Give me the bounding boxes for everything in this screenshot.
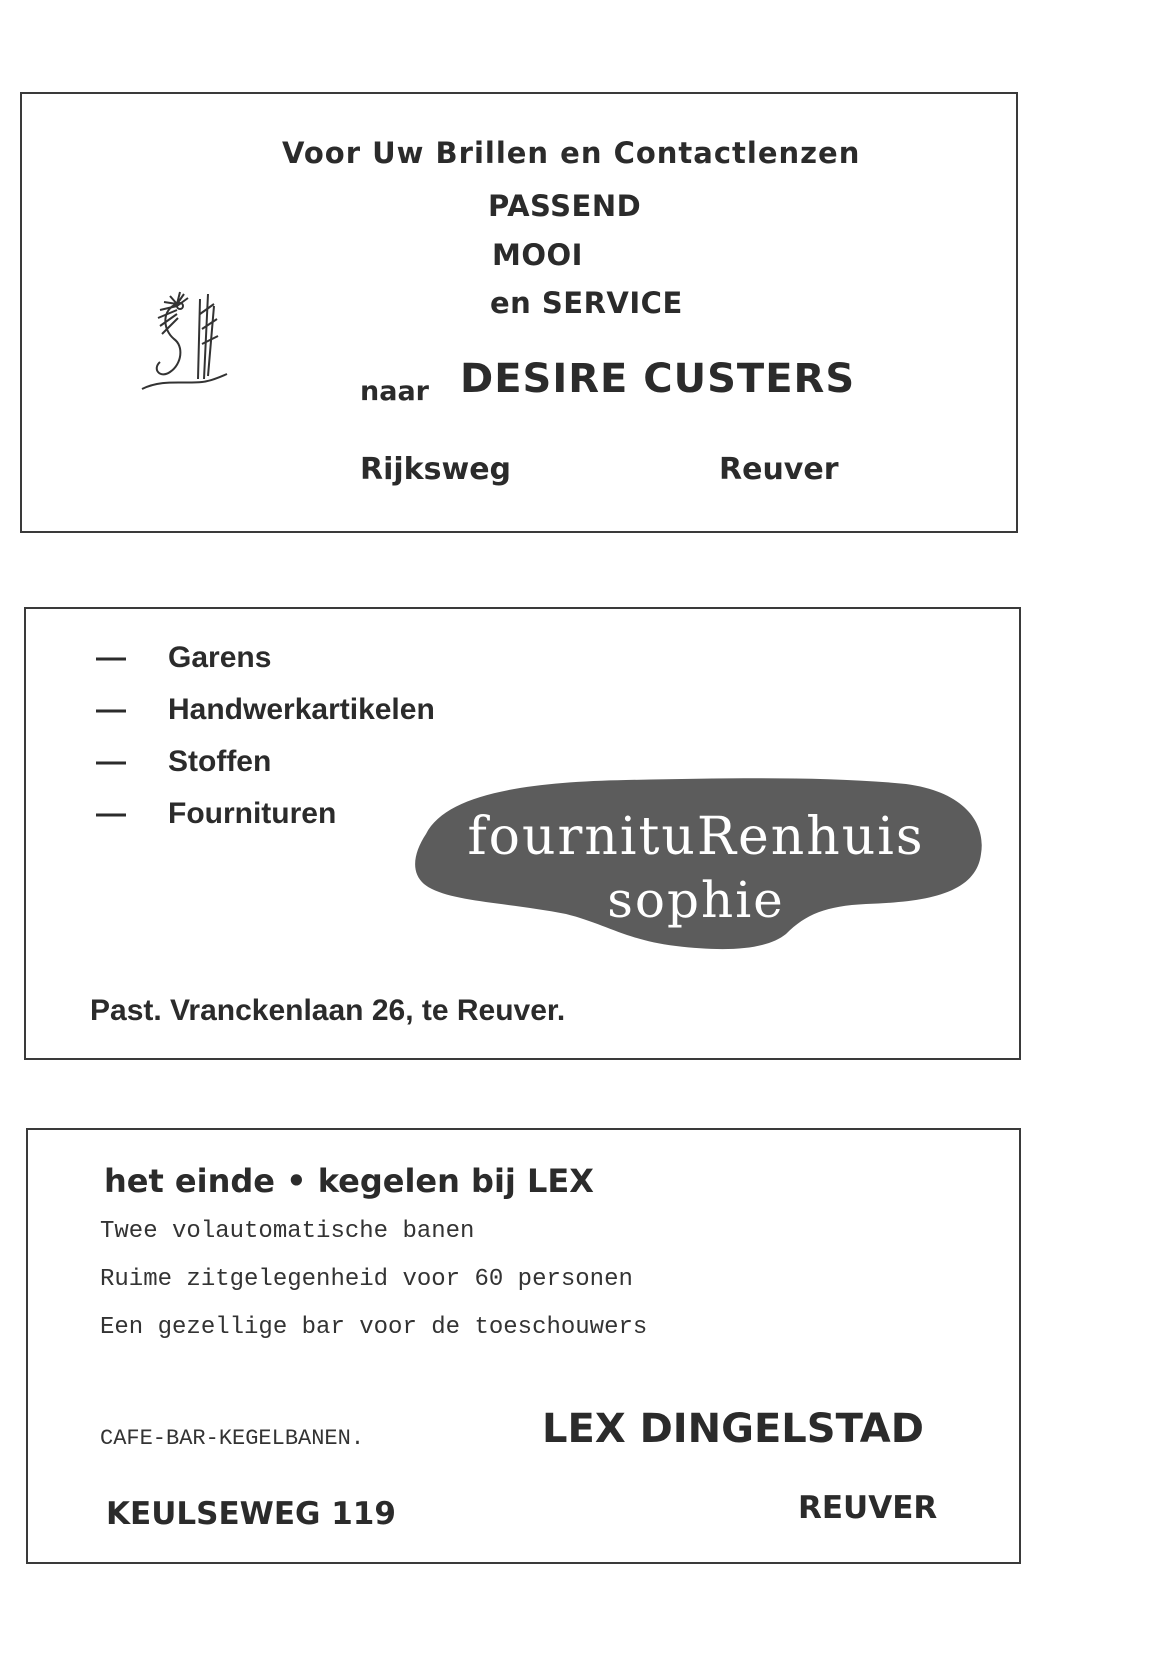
item-handwerkartikelen: Handwerkartikelen <box>168 693 435 726</box>
headline: het einde • kegelen bij LEX <box>104 1162 594 1200</box>
seahorse-logo-icon <box>122 284 232 404</box>
ad-fournituren <box>24 607 1021 1060</box>
prefix-naar: naar <box>360 376 429 407</box>
line-passend: PASSEND <box>488 189 642 223</box>
dash: — <box>96 693 126 726</box>
town: Reuver <box>719 452 839 487</box>
line-bar: Een gezellige bar voor de toeschouwers <box>100 1314 648 1341</box>
address: Past. Vranckenlaan 26, te Reuver. <box>90 994 566 1027</box>
item-fournituren: Fournituren <box>168 797 337 830</box>
street: KEULSEWEG 119 <box>106 1496 396 1532</box>
dash: — <box>96 745 126 778</box>
ad-optician <box>20 92 1018 533</box>
line-banen: Twee volautomatische banen <box>100 1218 475 1245</box>
headline: Voor Uw Brillen en Contactlenzen <box>282 136 861 170</box>
logo-text-fournituurenhuis: fournituRenhuis <box>467 807 925 867</box>
business-name: DESIRE CUSTERS <box>460 356 856 402</box>
business-type: CAFE-BAR-KEGELBANEN. <box>100 1426 365 1451</box>
line-zitgelegenheid: Ruime zitgelegenheid voor 60 personen <box>100 1266 633 1293</box>
town: REUVER <box>798 1490 938 1526</box>
ad-kegelen <box>26 1128 1021 1564</box>
street: Rijksweg <box>360 452 512 487</box>
item-garens: Garens <box>168 641 272 674</box>
logo-text-sophie: sophie <box>607 871 785 929</box>
line-service: en SERVICE <box>490 286 683 320</box>
line-mooi: MOOI <box>492 238 583 272</box>
dash: — <box>96 797 126 830</box>
dash: — <box>96 641 126 674</box>
item-stoffen: Stoffen <box>168 745 272 778</box>
business-name: LEX DINGELSTAD <box>542 1406 924 1452</box>
